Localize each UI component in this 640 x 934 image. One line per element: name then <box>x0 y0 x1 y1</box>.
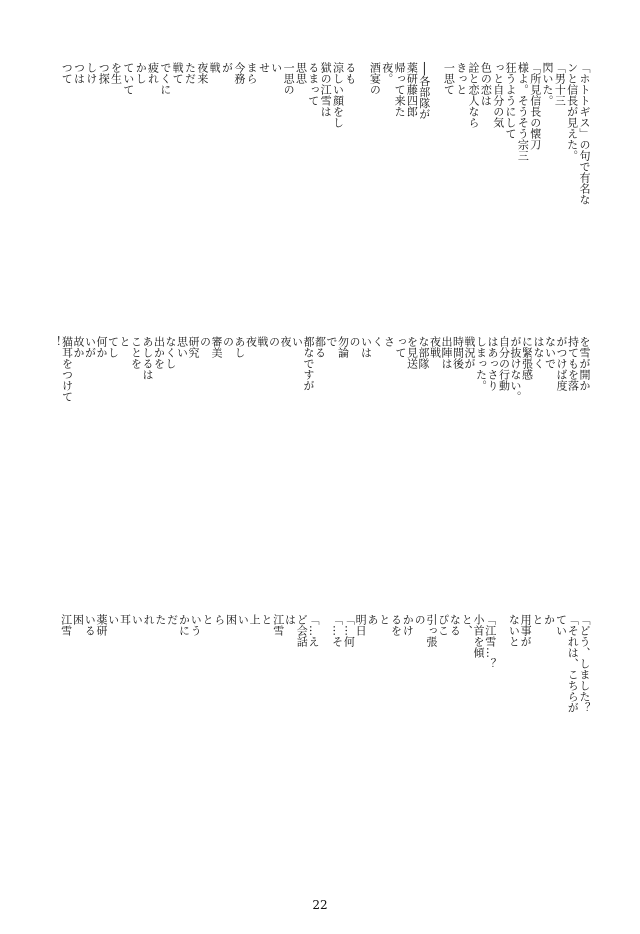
text-column: 思い <box>175 336 189 358</box>
text-column: 「…何 <box>342 614 356 647</box>
text-column: 夜戦 <box>428 336 442 358</box>
text-column: るを <box>389 614 403 636</box>
text-column: と <box>377 614 391 625</box>
text-column: と <box>530 614 544 625</box>
text-column: 自分の行動 <box>497 336 511 391</box>
text-column: はなく <box>532 336 545 369</box>
text-column: でくに <box>158 62 172 95</box>
text-column: が抜けない。 <box>509 336 522 402</box>
text-column: の <box>348 336 361 347</box>
text-column: 「…え <box>307 614 321 647</box>
text-column: ただ <box>183 62 197 84</box>
text-column <box>430 62 442 318</box>
text-column: っと自分の気 <box>491 62 505 128</box>
text-column: てい <box>554 614 568 636</box>
text-column: だ <box>165 614 179 625</box>
text-column: いう <box>189 614 203 636</box>
text-column: 様よ。そうそう宗三 <box>516 62 530 161</box>
text-column: ら <box>212 614 226 625</box>
text-column: 薬研藤四郎 <box>405 62 419 117</box>
text-column: 涼しい顔をし <box>331 62 345 128</box>
text-column <box>356 62 368 318</box>
text-column: 戦 <box>256 336 269 347</box>
text-column: 用事が <box>519 614 533 647</box>
text-tier-bottom <box>60 614 590 872</box>
text-column: 江雪 <box>59 614 73 636</box>
text-column: い <box>130 614 144 625</box>
text-column: ンと信長が見えた。 <box>565 62 579 161</box>
text-column: 「どう、しました？ <box>578 614 591 713</box>
text-column: 一思て <box>442 62 456 95</box>
text-column: 戦 <box>208 62 222 73</box>
text-column: 勿論 <box>336 336 350 358</box>
text-column: 明日 <box>354 614 368 636</box>
text-column: 今務 <box>232 62 246 84</box>
text-column: ──各部隊が <box>417 62 431 120</box>
text-column: 「所見信長の懐刀 <box>528 62 542 150</box>
text-column: 詮と恋人なら <box>467 62 481 128</box>
text-column: と <box>259 614 273 625</box>
text-column: がつけば度 <box>555 336 568 391</box>
text-column: い <box>269 62 283 73</box>
text-column: 上 <box>248 614 262 625</box>
text-column: 江雪 <box>271 614 285 636</box>
text-column: が <box>220 62 234 73</box>
text-column: れ <box>142 614 156 625</box>
text-column: と、 <box>460 614 474 636</box>
text-column: を見送 <box>405 336 419 369</box>
text-column: 困 <box>71 614 85 625</box>
text-column: 何か <box>95 336 108 358</box>
text-column: って <box>394 336 407 358</box>
text-column: 「ホトトギス」の句で有名な <box>578 62 591 205</box>
text-column: い <box>236 614 250 625</box>
text-column: なくし <box>164 336 177 369</box>
text-column: た <box>153 614 167 625</box>
text-column: 思思 <box>294 62 308 84</box>
text-column: 「…そ <box>330 614 344 647</box>
text-column: 夜 <box>244 336 258 347</box>
text-column: い <box>106 614 120 625</box>
text-tier-middle <box>49 336 591 598</box>
text-column: 「男十三 <box>553 62 567 106</box>
text-column: 帰って来た <box>393 62 407 117</box>
text-column: に緊張感 <box>520 336 534 380</box>
text-column: まら <box>245 62 259 84</box>
text-column: かし <box>134 62 148 84</box>
text-column: の <box>198 336 212 347</box>
text-column <box>496 614 507 872</box>
text-column <box>320 614 331 872</box>
text-column: を生 <box>109 62 123 84</box>
text-column: 疲れ <box>146 62 160 84</box>
text-column: 夜 <box>279 336 292 347</box>
text-column: ないと <box>507 614 521 647</box>
text-column: 都なですが <box>302 336 315 391</box>
text-column: るも <box>343 62 357 84</box>
text-column: の <box>221 336 235 347</box>
text-column: かけ <box>401 614 415 636</box>
text-column: ないで <box>543 336 557 369</box>
text-column: 一思の <box>282 62 296 95</box>
text-column: 研究 <box>187 336 200 358</box>
text-column: は <box>283 614 297 625</box>
text-column: 「江雪…？ <box>483 614 497 669</box>
text-column: 猫耳をつけて <box>60 336 74 402</box>
text-column: か <box>542 614 556 625</box>
text-column: 色の恋は <box>479 62 493 106</box>
text-column: しけ <box>84 62 98 84</box>
text-column: つて <box>60 62 74 84</box>
text-column: 「それは、こちらが <box>566 614 580 713</box>
text-column: 耳 <box>118 614 132 625</box>
text-column: せ <box>257 62 271 73</box>
text-column: の <box>413 614 427 625</box>
text-column: 狂うようにして <box>504 62 518 139</box>
text-column: を雪が開か <box>578 336 591 391</box>
text-column: の <box>267 336 281 347</box>
text-column: ていて <box>121 62 135 95</box>
text-tier-top <box>60 62 590 318</box>
text-column: 夜来 <box>195 62 209 84</box>
text-column: 戦て <box>171 62 185 84</box>
text-column: いは <box>359 336 373 358</box>
text-column: な部隊 <box>417 336 430 369</box>
text-column: 獄の江雪は <box>319 62 333 117</box>
text-column: つは <box>72 62 86 84</box>
text-column: ぴこ <box>436 614 450 636</box>
text-column: 引っ張 <box>424 614 438 647</box>
text-column: 小首を傾 <box>471 614 485 658</box>
text-column: るまって <box>306 62 320 106</box>
text-column: 故か <box>72 336 85 358</box>
text-column: なる <box>448 614 462 636</box>
text-column: 戦況が <box>463 336 476 369</box>
text-column: あしるは <box>141 336 154 380</box>
text-column: あし <box>233 336 246 358</box>
text-column: 審美 <box>210 336 223 358</box>
text-column: あ <box>365 614 379 625</box>
text-column: 都る <box>313 336 327 358</box>
text-column: 薬研 <box>94 614 108 636</box>
text-column: 出陣は <box>440 336 453 369</box>
text-column: てし <box>106 336 120 358</box>
text-column: いる <box>83 614 97 636</box>
text-column: 夜。 <box>380 62 394 84</box>
text-column: ことを <box>129 336 143 369</box>
text-column: いが <box>83 336 97 358</box>
text-column: かに <box>177 614 191 636</box>
text-column: 持てもを落 <box>566 336 580 391</box>
text-column: い <box>290 336 304 347</box>
text-column: つ探 <box>97 62 111 84</box>
text-column: さ <box>382 336 396 347</box>
text-column: と <box>118 336 131 347</box>
text-column: きっと <box>454 62 468 95</box>
text-column: しまった。 <box>474 336 488 391</box>
text-column: 困 <box>224 614 238 625</box>
text-column: と <box>201 614 214 625</box>
text-column: ど会話 <box>295 614 309 647</box>
page-number: 22 <box>312 898 328 912</box>
text-column: はあっさり <box>486 336 499 391</box>
text-column: 酒宴の <box>368 62 382 95</box>
text-column: く <box>371 336 384 347</box>
text-column: 時間後 <box>451 336 465 369</box>
text-column: ！ <box>49 336 62 347</box>
text-column: で <box>325 336 338 347</box>
text-column: 出かを <box>152 336 166 369</box>
text-column: 閃いた。 <box>541 62 555 106</box>
